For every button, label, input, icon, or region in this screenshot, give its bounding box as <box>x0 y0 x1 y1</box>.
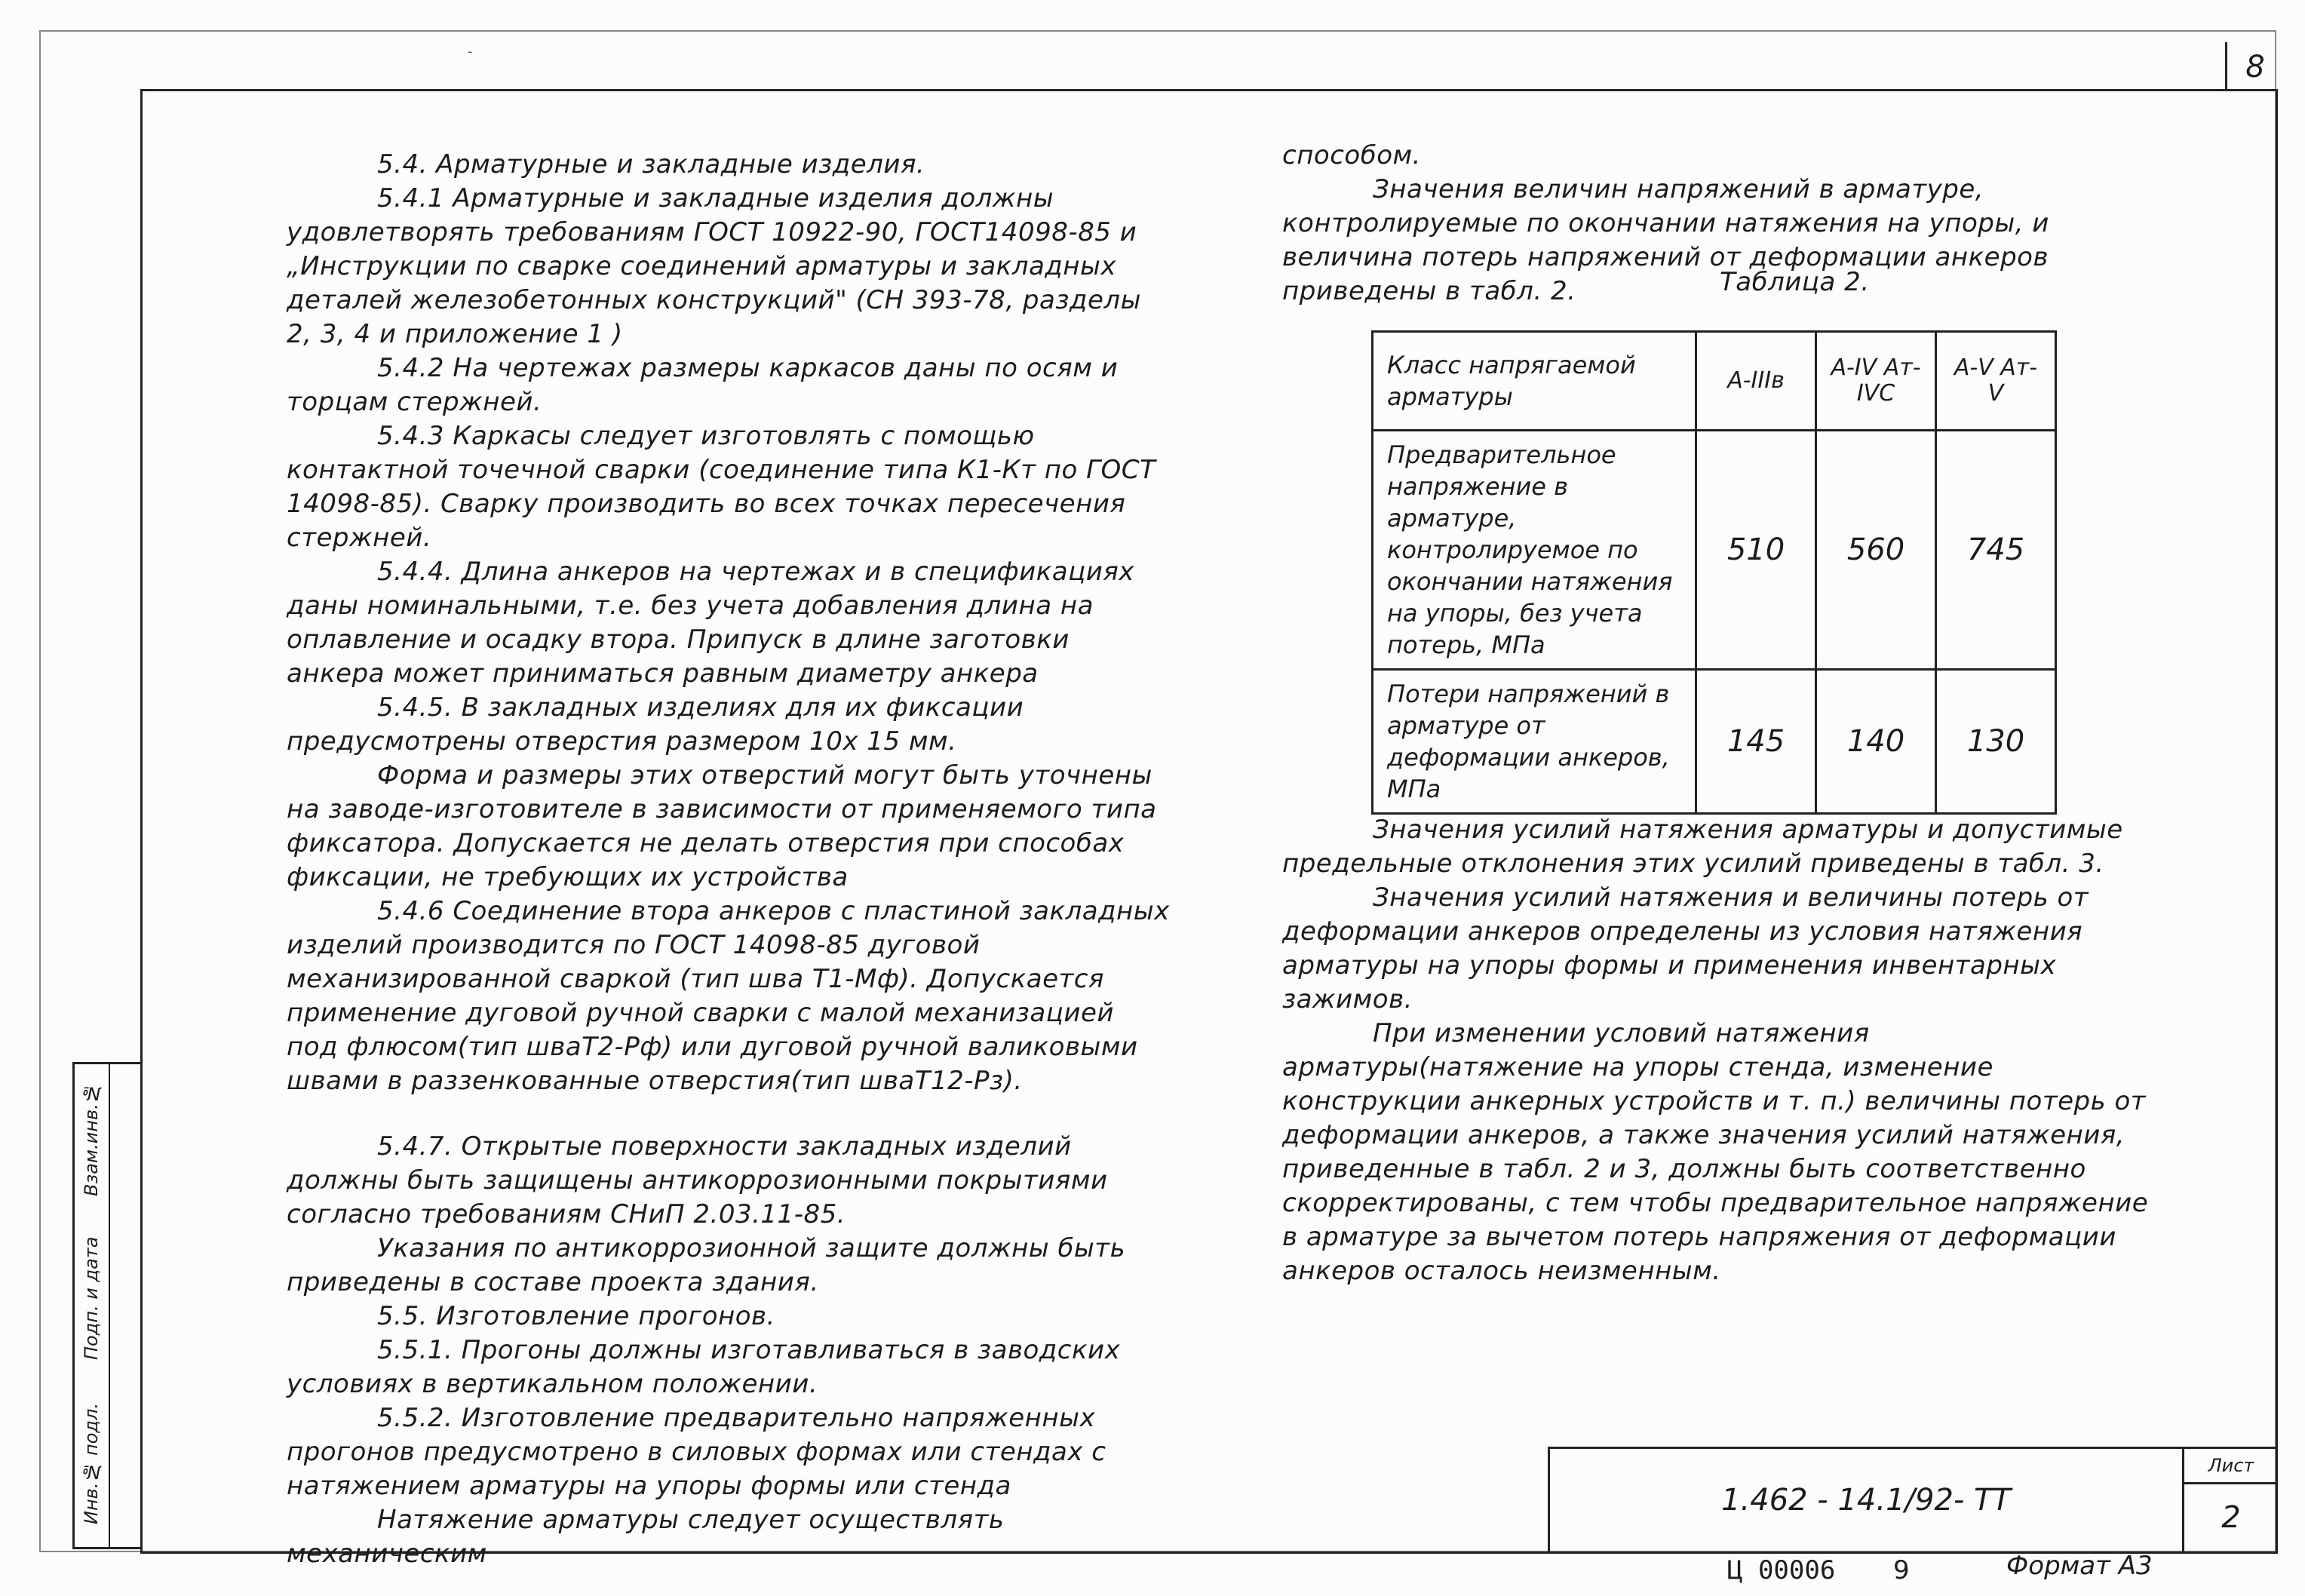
para-tension: Натяжение арматуры следует осуществлять механическим <box>287 1505 1005 1569</box>
para-5-4-3: 5.4.3 Каркасы следует изготовлять с помощью контактной точечной сварки (соединение типа К1-Кт по ГОСТ 14098-85). Сварку производить во всех точках пересечения стержней. <box>287 421 1156 553</box>
tiny-mark: - <box>468 44 473 60</box>
row-1-label: Предварительное напряжение в арматуре, контролируемое по окончании натяжения на упоры, без учета потерь, МПа <box>1373 431 1696 670</box>
row-1-val-2: 560 <box>1816 431 1936 670</box>
sheet-label: Лист <box>2184 1449 2278 1484</box>
archive-number: Ц 00006 <box>1727 1555 1836 1585</box>
row-2-val-1: 145 <box>1696 670 1816 814</box>
para-forces-determined: Значения усилий натяжения и величины потерь от деформации анкеров определены из условия натяжения арматуры на упоры формы и применения инвентарных зажимов. <box>1282 882 2089 1014</box>
header-col-3: А-V Ат-V <box>1936 332 2056 431</box>
para-5-4-1: 5.4.1 Арматурные и закладные изделия должны удовлетворять требованиям ГОСТ 10922-90, ГОСТ14098-85 и „Инструкции по сварке соединений арматуры и закладных деталей железобетонных конструкций" (СН 393-78, разделы 2, 3, 4 и приложение 1 ) <box>287 183 1141 349</box>
corner-page-number: 8 <box>2245 50 2265 84</box>
para-method: способом. <box>1282 140 1421 170</box>
table-header-row <box>1373 332 2056 431</box>
row-2-label: Потери напряжений в арматуре от деформации анкеров, МПа <box>1373 670 1696 814</box>
footer-number: 9 <box>1893 1555 1910 1585</box>
stamp-replacement: Взам.инв.№ <box>81 1082 102 1197</box>
para-anticorrosion: Указания по антикоррозионной защите должны быть приведены в составе проекта здания. <box>287 1233 1126 1297</box>
table-2 <box>1371 330 2057 815</box>
section-5-5-heading: 5.5. Изготовление прогонов. <box>377 1301 775 1331</box>
row-2-val-2: 140 <box>1816 670 1936 814</box>
table-title: Таблица 2. <box>1720 267 1870 297</box>
stamp-divider <box>109 1064 110 1547</box>
table-row <box>1373 431 2056 670</box>
sheet-number: 2 <box>2221 1500 2241 1535</box>
spacer <box>287 1098 1173 1130</box>
row-1-val-1: 510 <box>1696 431 1816 670</box>
para-stress-values: Значения величин напряжений в арматуре, контролируемые по окончании натяжения на упоры, и величина потерь напряжений от деформации анкеров приведены в табл. 2. <box>1282 174 2049 306</box>
row-2-val-3: 130 <box>1936 670 2056 814</box>
para-5-4-2: 5.4.2 На чертежах размеры каркасов даны по осям и торцам стержней. <box>287 353 1119 417</box>
para-5-4-7: 5.4.7. Открытые поверхности закладных изделий должны быть защищены антикоррозионными покрытиями согласно требованиям СНиП 2.03.11-85. <box>287 1131 1108 1229</box>
row-1-val-3: 745 <box>1936 431 2056 670</box>
para-forces: Значения усилий натяжения арматуры и допустимые предельные отклонения этих усилий приведены в табл. 3. <box>1282 815 2123 879</box>
title-block <box>1548 1447 2276 1551</box>
vertical-stamp <box>72 1062 143 1549</box>
stress-table <box>1371 330 2057 815</box>
stamp-inv-number: Инв.№ подл. <box>81 1403 102 1525</box>
document-code: 1.462 - 14.1/92- ТТ <box>1721 1483 2011 1518</box>
right-text-column-bottom <box>1282 813 2157 1288</box>
table-row <box>1373 670 2056 814</box>
format-label: Формат А3 <box>2006 1551 2153 1581</box>
para-5-4-6: 5.4.6 Соединение втора анкеров с пластиной закладных изделий производится по ГОСТ 14098-85 дуговой механизированной сваркой (тип шва Т1-Мф). Допускается применение дуговой ручной сварки с малой механизацией под флюсом(тип шваТ2-Рф) или дуговой ручной валиковыми швами в раззенкованные отверстия(тип шваТ12-Рз). <box>287 896 1170 1096</box>
header-col-2: А-IV Ат-IVС <box>1816 332 1936 431</box>
sheet-cell <box>2182 1449 2278 1551</box>
para-conditions-change: При изменении условий натяжения арматуры(натяжение на упоры стенда, изменение конструкции анкерных устройств и т. п.) величины потерь от деформации анкеров, а также значения усилий натяжения, приведенные в табл. 2 и 3, должны быть соответственно скорректированы, с тем чтобы предварительное напряжение в арматуре за вычетом потерь напряжения от деформации анкеров осталось неизменным. <box>1282 1018 2149 1286</box>
header-col-1: А-IIIв <box>1696 332 1816 431</box>
para-5-5-2: 5.5.2. Изготовление предварительно напряженных прогонов предусмотрено в силовых формах или стендах с натяжением арматуры на упоры формы или стенда <box>287 1403 1106 1501</box>
para-5-4-5-cont: Форма и размеры этих отверстий могут быть уточнены на заводе-изготовителе в зависимости от применяемого типа фиксатора. Допускается не делать отверстия при способах фиксации, не требующих их устройства <box>287 760 1157 892</box>
left-text-column <box>287 148 1173 1571</box>
header-label: Класс напрягаемой арматуры <box>1373 332 1696 431</box>
para-5-4-5: 5.4.5. В закладных изделиях для их фиксации предусмотрены отверстия размером 10х 15 мм. <box>287 692 1024 757</box>
para-5-5-1: 5.5.1. Прогоны должны изготавливаться в заводских условиях в вертикальном положении. <box>287 1335 1121 1399</box>
section-5-4-heading: 5.4. Арматурные и закладные изделия. <box>377 149 925 180</box>
para-5-4-4: 5.4.4. Длина анкеров на чертежах и в спецификациях даны номинальными, т.е. без учета добавления длина на оплавление и осадку втора. Припуск в длине заготовки анкера может приниматься равным диаметру анкера <box>287 557 1134 689</box>
stamp-signature-date: Подп. и дата <box>81 1236 102 1360</box>
